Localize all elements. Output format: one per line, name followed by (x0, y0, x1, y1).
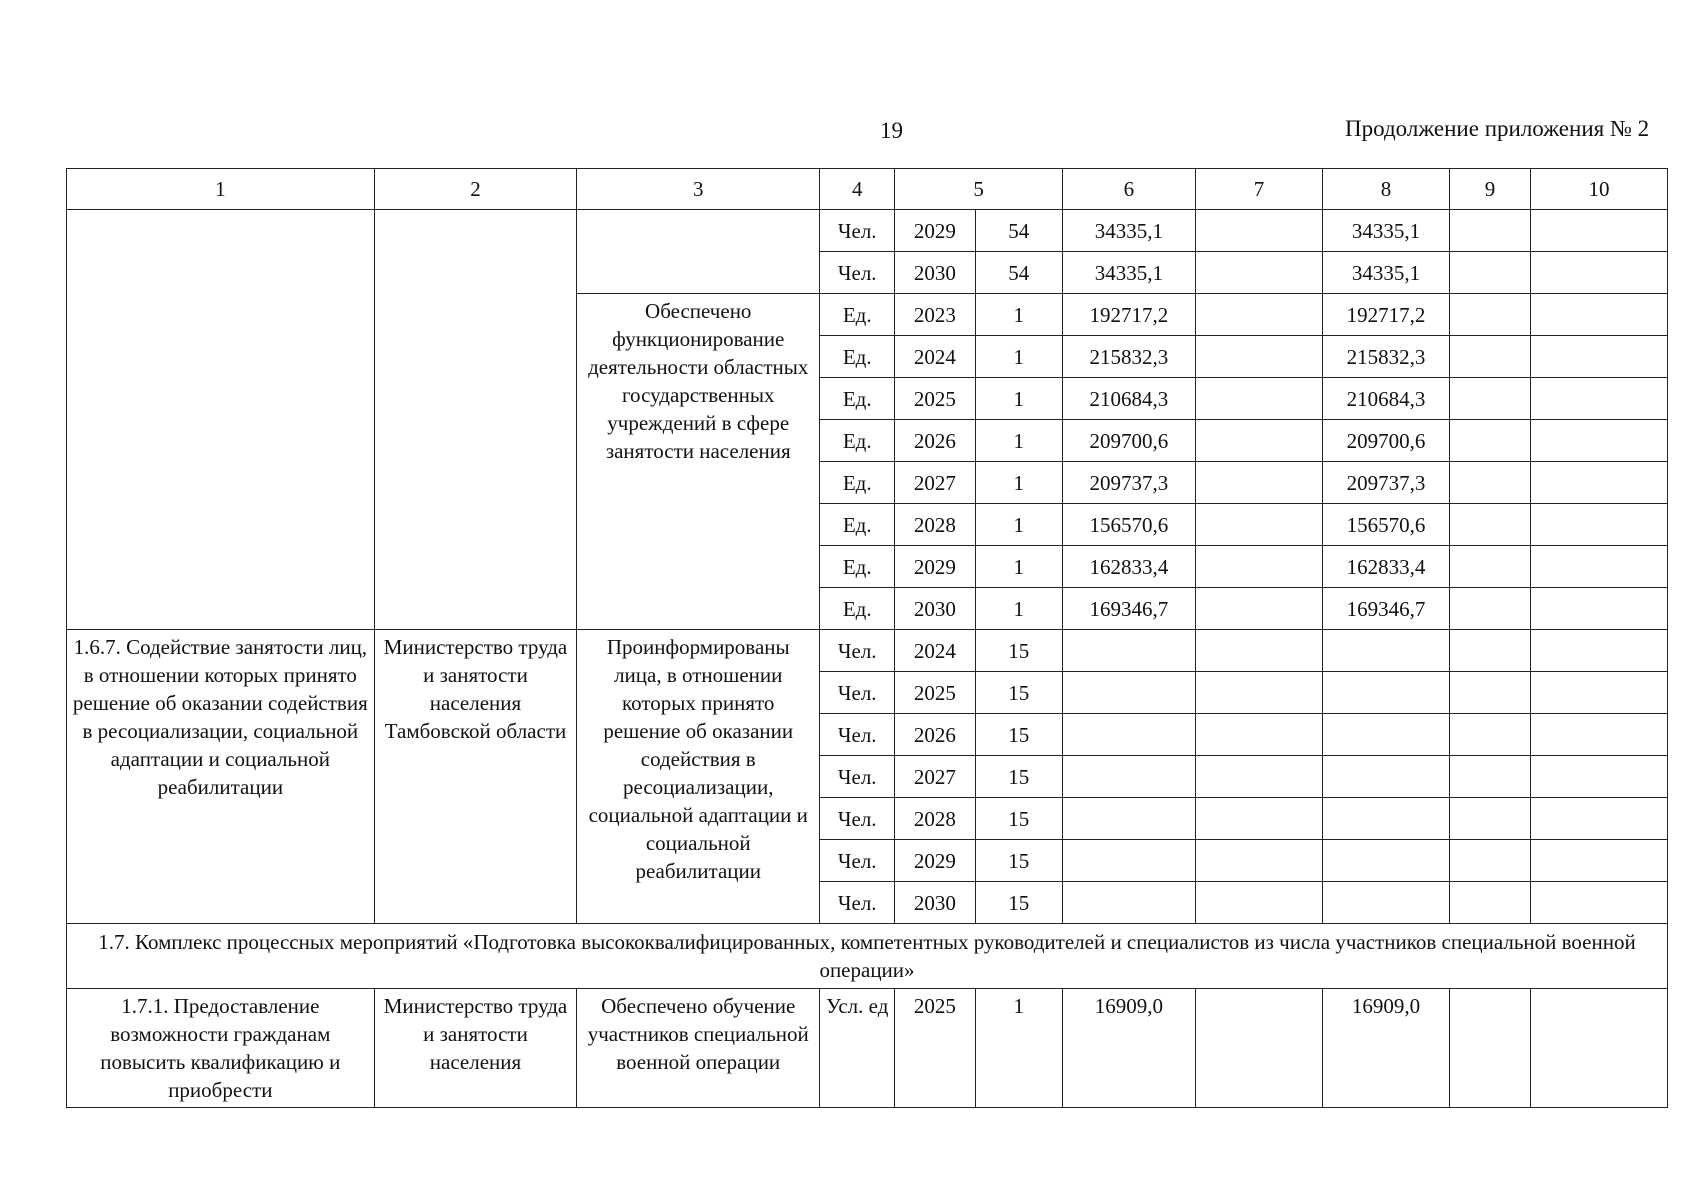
appendix-table (66, 168, 1668, 1108)
quantity-cell: 54 (975, 252, 1062, 294)
column-number: 2 (374, 169, 577, 210)
empty-cell (1195, 546, 1323, 588)
amount-cell: 169346,7 (1323, 588, 1450, 630)
appendix-note: Продолжение приложения № 2 (1345, 116, 1650, 141)
empty-cell (1195, 672, 1323, 714)
empty-cell (1531, 546, 1668, 588)
executor-cell: Министерство труда и занятости населения (374, 989, 577, 1108)
amount-cell: 162833,4 (1323, 546, 1450, 588)
empty-cell (1449, 630, 1530, 672)
page-number: 19 (880, 118, 903, 143)
unit-cell: Ед. (820, 546, 895, 588)
empty-cell (1531, 504, 1668, 546)
empty-cell (1062, 882, 1195, 924)
empty-cell (1195, 882, 1323, 924)
empty-cell (1062, 756, 1195, 798)
empty-cell (1195, 840, 1323, 882)
empty-cell (1195, 336, 1323, 378)
empty-cell (1449, 294, 1530, 336)
empty-cell (1062, 672, 1195, 714)
empty-cell (1531, 294, 1668, 336)
quantity-cell: 1 (975, 294, 1062, 336)
quantity-cell: 1 (975, 462, 1062, 504)
empty-cell (1323, 882, 1450, 924)
empty-cell (1531, 756, 1668, 798)
year-cell: 2025 (895, 989, 975, 1108)
amount-cell: 192717,2 (1323, 294, 1450, 336)
column-number: 8 (1323, 169, 1450, 210)
amount-cell: 34335,1 (1323, 210, 1450, 252)
year-cell: 2030 (895, 252, 975, 294)
quantity-cell: 15 (975, 882, 1062, 924)
empty-cell (1195, 210, 1323, 252)
quantity-cell: 1 (975, 989, 1062, 1108)
quantity-cell: 1 (975, 336, 1062, 378)
empty-cell (1323, 630, 1450, 672)
empty-cell (1323, 840, 1450, 882)
quantity-cell: 1 (975, 546, 1062, 588)
empty-cell (1195, 798, 1323, 840)
empty-cell (1195, 756, 1323, 798)
column-number: 9 (1449, 169, 1530, 210)
amount-cell: 192717,2 (1062, 294, 1195, 336)
empty-cell (1195, 714, 1323, 756)
unit-cell: Ед. (820, 462, 895, 504)
activity-cell: 1.6.7. Содействие занятости лиц, в отношении которых принято решение об оказании содействия в ресоциализации, социальной адаптации и социальной реабилитации (67, 630, 375, 924)
quantity-cell: 1 (975, 504, 1062, 546)
quantity-cell: 15 (975, 840, 1062, 882)
year-cell: 2024 (895, 336, 975, 378)
quantity-cell: 15 (975, 630, 1062, 672)
activity-cell: 1.7.1. Предоставление возможности гражданам повысить квалификацию и приобрести (67, 989, 375, 1108)
unit-cell: Чел. (820, 714, 895, 756)
quantity-cell: 1 (975, 420, 1062, 462)
amount-cell: 16909,0 (1062, 989, 1195, 1108)
empty-cell (1531, 588, 1668, 630)
empty-cell (1531, 252, 1668, 294)
column-number: 4 (820, 169, 895, 210)
empty-cell (1449, 882, 1530, 924)
amount-cell: 156570,6 (1323, 504, 1450, 546)
unit-cell: Чел. (820, 798, 895, 840)
empty-cell (1195, 462, 1323, 504)
table-row (67, 989, 1668, 1108)
year-cell: 2030 (895, 882, 975, 924)
amount-cell: 162833,4 (1062, 546, 1195, 588)
empty-cell (1449, 336, 1530, 378)
empty-cell (1531, 989, 1668, 1108)
amount-cell: 34335,1 (1062, 252, 1195, 294)
amount-cell: 209737,3 (1323, 462, 1450, 504)
column-number: 10 (1531, 169, 1668, 210)
empty-cell (1449, 798, 1530, 840)
empty-cell (1062, 840, 1195, 882)
unit-cell: Усл. ед (820, 989, 895, 1108)
year-cell: 2023 (895, 294, 975, 336)
empty-cell (1449, 588, 1530, 630)
amount-cell: 210684,3 (1062, 378, 1195, 420)
empty-cell (1449, 252, 1530, 294)
empty-cell (1323, 672, 1450, 714)
empty-cell (1531, 378, 1668, 420)
table-row (67, 630, 1668, 672)
empty-cell (1449, 989, 1530, 1108)
empty-cell (1195, 504, 1323, 546)
result-cell: Обеспечено обучение участников специальной военной операции (577, 989, 820, 1108)
executor-cell (374, 210, 577, 630)
empty-cell (1195, 294, 1323, 336)
unit-cell: Ед. (820, 420, 895, 462)
year-cell: 2028 (895, 798, 975, 840)
unit-cell: Ед. (820, 378, 895, 420)
unit-cell: Ед. (820, 588, 895, 630)
unit-cell: Ед. (820, 504, 895, 546)
quantity-cell: 15 (975, 672, 1062, 714)
empty-cell (1531, 336, 1668, 378)
empty-cell (1449, 546, 1530, 588)
empty-cell (1531, 462, 1668, 504)
quantity-cell: 15 (975, 798, 1062, 840)
unit-cell: Ед. (820, 336, 895, 378)
empty-cell (1531, 840, 1668, 882)
amount-cell: 169346,7 (1062, 588, 1195, 630)
empty-cell (1449, 840, 1530, 882)
empty-cell (1195, 630, 1323, 672)
empty-cell (1195, 989, 1323, 1108)
empty-cell (1531, 420, 1668, 462)
amount-cell: 16909,0 (1323, 989, 1450, 1108)
column-number: 5 (895, 169, 1063, 210)
empty-cell (1531, 714, 1668, 756)
empty-cell (1531, 798, 1668, 840)
empty-cell (1449, 378, 1530, 420)
empty-cell (1195, 420, 1323, 462)
amount-cell: 215832,3 (1323, 336, 1450, 378)
table-row (67, 210, 1668, 252)
year-cell: 2027 (895, 462, 975, 504)
amount-cell: 209737,3 (1062, 462, 1195, 504)
column-number: 3 (577, 169, 820, 210)
empty-cell (1531, 630, 1668, 672)
year-cell: 2029 (895, 546, 975, 588)
year-cell: 2030 (895, 588, 975, 630)
amount-cell: 156570,6 (1062, 504, 1195, 546)
result-cell (577, 210, 820, 294)
empty-cell (1449, 420, 1530, 462)
unit-cell: Ед. (820, 294, 895, 336)
unit-cell: Чел. (820, 630, 895, 672)
activity-cell (67, 210, 375, 630)
empty-cell (1449, 756, 1530, 798)
quantity-cell: 1 (975, 588, 1062, 630)
year-cell: 2025 (895, 378, 975, 420)
quantity-cell: 1 (975, 378, 1062, 420)
empty-cell (1062, 630, 1195, 672)
amount-cell: 210684,3 (1323, 378, 1450, 420)
year-cell: 2029 (895, 210, 975, 252)
column-number: 1 (67, 169, 375, 210)
column-number: 7 (1195, 169, 1323, 210)
empty-cell (1531, 210, 1668, 252)
unit-cell: Чел. (820, 252, 895, 294)
unit-cell: Чел. (820, 882, 895, 924)
result-cell: Проинформированы лица, в отношении которых принято решение об оказании содействия в ресоциализации, социальной адаптации и социальной реабилитации (577, 630, 820, 924)
empty-cell (1195, 378, 1323, 420)
result-cell: Обеспечено функционирование деятельности областных государственных учреждений в сфере занятости населения (577, 294, 820, 630)
empty-cell (1449, 672, 1530, 714)
unit-cell: Чел. (820, 840, 895, 882)
empty-cell (1195, 588, 1323, 630)
column-number-row (67, 169, 1668, 210)
empty-cell (1323, 798, 1450, 840)
empty-cell (1449, 462, 1530, 504)
empty-cell (1531, 672, 1668, 714)
amount-cell: 209700,6 (1062, 420, 1195, 462)
empty-cell (1449, 714, 1530, 756)
amount-cell: 34335,1 (1062, 210, 1195, 252)
empty-cell (1062, 714, 1195, 756)
year-cell: 2028 (895, 504, 975, 546)
empty-cell (1449, 210, 1530, 252)
year-cell: 2025 (895, 672, 975, 714)
year-cell: 2024 (895, 630, 975, 672)
section-title: 1.7. Комплекс процессных мероприятий «Подготовка высококвалифицированных, компетентных руководителей и специалистов из числа участников специальной военной операции» (67, 924, 1668, 989)
amount-cell: 34335,1 (1323, 252, 1450, 294)
empty-cell (1062, 798, 1195, 840)
unit-cell: Чел. (820, 756, 895, 798)
year-cell: 2027 (895, 756, 975, 798)
unit-cell: Чел. (820, 672, 895, 714)
empty-cell (1323, 756, 1450, 798)
unit-cell: Чел. (820, 210, 895, 252)
quantity-cell: 15 (975, 714, 1062, 756)
amount-cell: 209700,6 (1323, 420, 1450, 462)
executor-cell: Министерство труда и занятости населения Тамбовской области (374, 630, 577, 924)
quantity-cell: 54 (975, 210, 1062, 252)
empty-cell (1323, 714, 1450, 756)
year-cell: 2026 (895, 420, 975, 462)
empty-cell (1195, 252, 1323, 294)
quantity-cell: 15 (975, 756, 1062, 798)
year-cell: 2029 (895, 840, 975, 882)
column-number: 6 (1062, 169, 1195, 210)
section-row (67, 924, 1668, 989)
empty-cell (1531, 882, 1668, 924)
year-cell: 2026 (895, 714, 975, 756)
empty-cell (1449, 504, 1530, 546)
amount-cell: 215832,3 (1062, 336, 1195, 378)
